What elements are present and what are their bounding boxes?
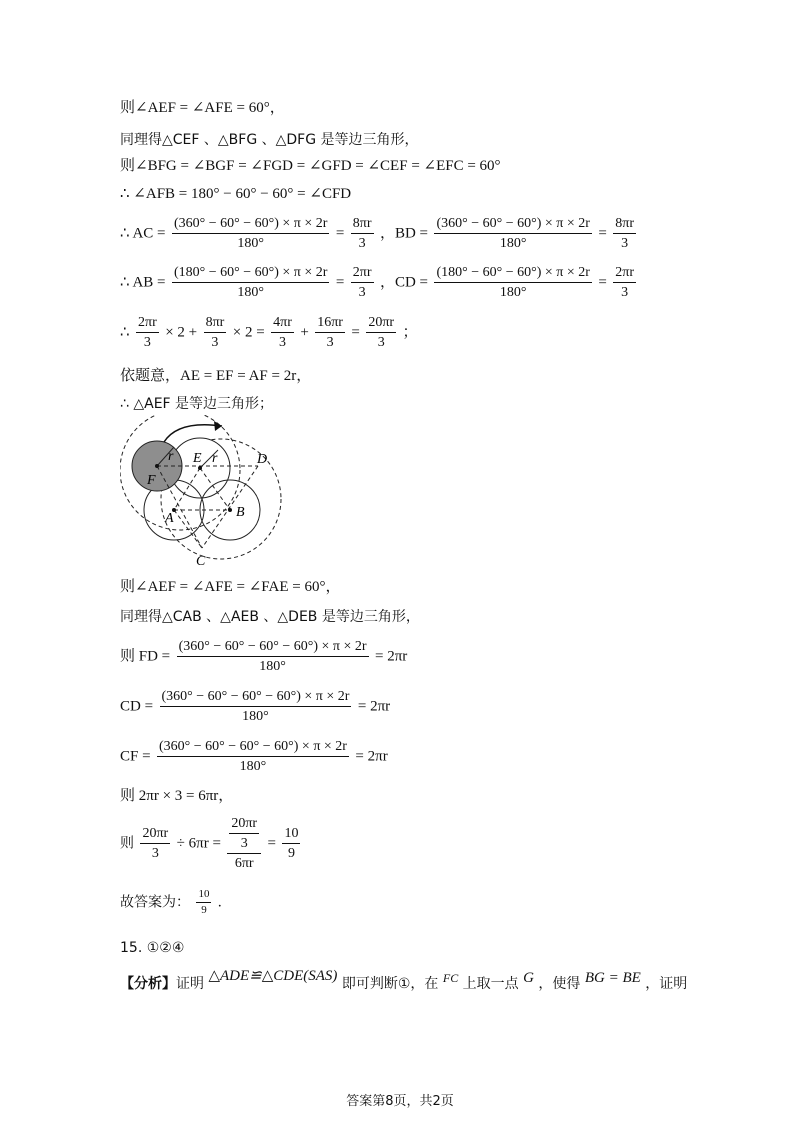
label-r: r — [168, 449, 174, 464]
statement: ∴ ∠AFB = 180° − 60° − 60° = ∠CFD — [120, 186, 352, 202]
answer-line — [120, 888, 222, 917]
inner-fraction — [229, 815, 259, 852]
numerator: 8πr — [351, 215, 374, 234]
equals: = — [335, 225, 345, 242]
formula-rhs: = 2πr — [355, 748, 388, 765]
text-line-2 — [120, 130, 419, 150]
text-line-4 — [120, 184, 351, 204]
operator: + — [300, 324, 309, 341]
numerator: 2πr — [351, 264, 374, 283]
numerator: 8πr — [204, 314, 227, 333]
text-line-3 — [120, 156, 501, 176]
numerator: 10 — [196, 888, 211, 903]
fraction — [271, 314, 294, 351]
answer-choices: 15. ①②④ — [120, 940, 185, 956]
numerator: (360° − 60° − 60°) × π × 2r — [172, 215, 329, 234]
numerator: (180° − 60° − 60°) × π × 2r — [172, 264, 329, 283]
denominator: 3 — [621, 285, 629, 300]
denominator: 6πr — [234, 856, 254, 871]
denominator: 3 — [278, 335, 286, 350]
statement: 依题意，AE = EF = AF = 2r， — [120, 368, 312, 384]
denominator: 3 — [211, 335, 219, 350]
fraction — [204, 314, 227, 351]
label-d: D — [257, 452, 268, 467]
fraction — [172, 264, 329, 301]
fraction — [140, 825, 170, 862]
statement: 则∠BFG = ∠BGF = ∠FGD = ∠GFD = ∠CEF = ∠EFC = 60° — [120, 158, 501, 174]
denominator: 3 — [240, 836, 248, 851]
denominator: 9 — [201, 904, 207, 916]
denominator: 3 — [326, 335, 334, 350]
text: 即可判断①，在 — [341, 976, 439, 992]
punctuation: . — [217, 894, 222, 911]
segment-label: FC — [442, 971, 459, 985]
denominator: 3 — [358, 236, 366, 251]
text-line-9 — [120, 394, 273, 414]
operator: = — [351, 324, 360, 341]
page-footer: 答案第8页，共2页 — [346, 1094, 454, 1109]
fraction — [315, 314, 345, 351]
equation: BG = BE — [584, 970, 641, 986]
fraction — [366, 314, 396, 351]
text-line-15 — [120, 786, 233, 806]
formula-lhs: CD = — [120, 698, 154, 715]
numerator: (360° − 60° − 60° − 60°) × π × 2r — [160, 688, 352, 707]
equals: = — [335, 274, 345, 291]
numerator — [227, 815, 261, 854]
operator: ÷ 6πr = — [176, 835, 221, 852]
text-line-10 — [120, 577, 340, 597]
numerator: (360° − 60° − 60° − 60°) × π × 2r — [177, 638, 369, 657]
formula-arc-fd — [120, 638, 407, 675]
statement: 同理得△CAB 、△AEB 、△DEB 是等边三角形， — [120, 609, 420, 625]
equals: = — [598, 274, 607, 291]
numerator: 10 — [282, 825, 300, 844]
fraction — [177, 638, 369, 675]
denominator: 3 — [358, 285, 366, 300]
formula-lhs: 则 FD = — [120, 648, 171, 665]
fraction — [282, 825, 300, 862]
denominator: 3 — [377, 335, 385, 350]
text-line-11 — [120, 607, 420, 627]
statement: 则∠AEF = ∠AFE = 60°， — [120, 100, 285, 116]
congruence-expression: △ADE≌△CDE(SAS) — [208, 968, 338, 984]
numerator: 4πr — [271, 314, 294, 333]
equals: = — [598, 225, 607, 242]
numerator: (360° − 60° − 60°) × π × 2r — [434, 215, 591, 234]
label-e: E — [193, 451, 202, 466]
formula-lhs: CF = — [120, 748, 151, 765]
numerator: 20πr — [366, 314, 396, 333]
statement: ∴ △AEF 是等边三角形； — [120, 396, 274, 412]
numerator: 16πr — [315, 314, 345, 333]
label-b: B — [236, 505, 245, 520]
denominator: 180° — [242, 709, 269, 724]
analysis-tag: 【分析】 — [120, 976, 176, 992]
statement: 则 2πr × 3 = 6πr， — [120, 788, 234, 804]
complex-fraction — [227, 815, 261, 872]
geometry-figure — [120, 415, 290, 570]
denominator: 3 — [621, 236, 629, 251]
statement: 同理得△CEF 、△BFG 、△DFG 是等边三角形， — [120, 132, 419, 148]
denominator: 180° — [237, 236, 264, 251]
formula-arc-ab-cd — [120, 264, 638, 301]
formula-lhs: ，CD = — [379, 274, 429, 291]
label-r: r — [212, 451, 218, 466]
denominator: 180° — [237, 285, 264, 300]
denominator: 3 — [151, 846, 159, 861]
point-label: G — [523, 970, 534, 986]
fraction — [157, 738, 349, 775]
arrow-head-icon — [214, 421, 222, 431]
denominator: 180° — [499, 236, 527, 251]
therefore-symbol: ∴ — [120, 324, 130, 341]
formula-lhs: ，BD = — [379, 225, 429, 242]
operator: × 2 + — [165, 324, 198, 341]
operator: × 2 = — [232, 324, 265, 341]
numerator: 20πr — [229, 815, 259, 834]
label-f: F — [147, 473, 156, 488]
numerator: 2πr — [613, 264, 636, 283]
operator: = — [267, 835, 277, 852]
formula-rhs: = 2πr — [357, 698, 391, 715]
fraction — [434, 264, 591, 301]
denominator: 180° — [239, 759, 267, 774]
formula-sum — [120, 314, 418, 351]
label-c: C — [196, 554, 206, 569]
fraction — [434, 215, 591, 252]
answer-fraction — [196, 888, 211, 917]
point-b — [228, 508, 232, 512]
fraction — [351, 264, 374, 301]
fraction — [351, 215, 374, 252]
denominator: 180° — [259, 659, 286, 674]
fraction — [172, 215, 329, 252]
fraction — [613, 264, 636, 301]
punctuation: ； — [402, 324, 418, 341]
numerator: 20πr — [140, 825, 170, 844]
text-line-8 — [120, 366, 311, 386]
numerator: 2πr — [136, 314, 159, 333]
formula-rhs: = 2πr — [374, 648, 408, 665]
denominator: 3 — [143, 335, 151, 350]
point-e — [198, 466, 202, 470]
numerator: (180° − 60° − 60°) × π × 2r — [434, 264, 591, 283]
numerator: 8πr — [613, 215, 636, 234]
fraction — [136, 314, 159, 351]
formula-lhs: ∴ AB = — [120, 274, 166, 291]
text: 上取一点 — [462, 976, 519, 992]
statement: 则∠AEF = ∠AFE = ∠FAE = 60°， — [120, 579, 341, 595]
fraction — [613, 215, 636, 252]
fraction — [160, 688, 352, 725]
text: ，证明 — [645, 976, 688, 992]
formula-arc-cf — [120, 738, 388, 775]
denominator: 180° — [499, 285, 527, 300]
formula-lhs: ∴ AC = — [120, 225, 166, 242]
label-a: A — [165, 511, 174, 526]
formula-arc-ac-bd — [120, 215, 638, 252]
formula-ratio — [120, 815, 302, 872]
text-line-1 — [120, 98, 285, 118]
numerator: (360° − 60° − 60° − 60°) × π × 2r — [157, 738, 349, 757]
point-f — [155, 464, 159, 468]
text: 证明 — [176, 976, 204, 992]
prefix: 则 — [120, 835, 134, 852]
denominator: 9 — [287, 846, 295, 861]
question-15-answer — [120, 938, 184, 958]
text: ，使得 — [538, 976, 581, 992]
answer-label: 故答案为： — [120, 894, 190, 911]
formula-arc-cd — [120, 688, 390, 725]
analysis-line — [120, 968, 688, 994]
